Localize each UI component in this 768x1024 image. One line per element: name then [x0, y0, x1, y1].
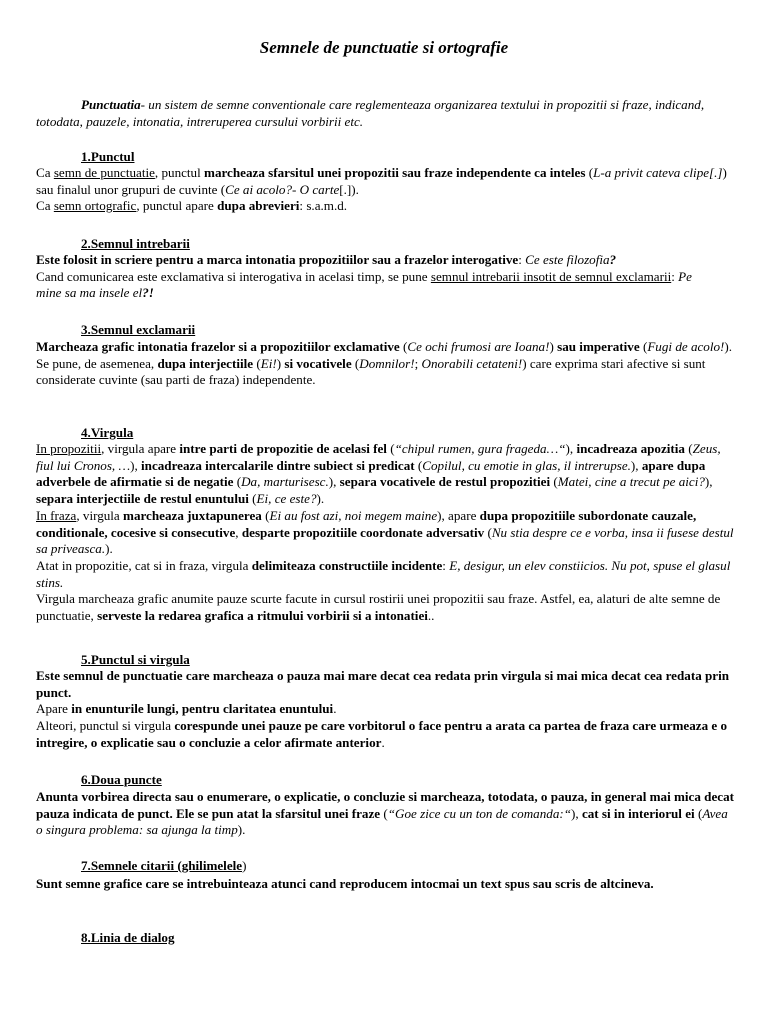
section-body-virgula	[36, 441, 736, 625]
paragraph	[36, 252, 736, 269]
text-run: semn ortografic	[53, 198, 137, 214]
text-run: [.]).	[339, 181, 359, 197]
text-run: Cand comunicarea este exclamativa si interogativa in acelasi timp, se pune	[36, 268, 431, 284]
paragraph	[36, 339, 736, 356]
section-heading-semnul-intrebarii: 2.Semnul intrebarii	[81, 236, 190, 251]
text-run: Atat in propozitie, cat si in fraza, virgula	[36, 557, 252, 573]
paragraph	[36, 789, 736, 839]
section-body-punctul	[36, 165, 736, 215]
text-run: Ca	[36, 198, 54, 214]
text-run: ).	[237, 822, 246, 838]
text-run: cat si in interiorul ei	[581, 805, 695, 821]
text-run: (	[351, 355, 360, 371]
paragraph	[36, 701, 736, 718]
paragraph	[36, 668, 736, 701]
text-run: ),	[630, 457, 642, 473]
section-heading-punctul: 1.Punctul	[81, 149, 135, 164]
text-run: Alteori, punctul si virgula	[36, 718, 175, 734]
text-run: ),	[565, 441, 577, 456]
text-run: apare dupa adverbele de afirmatie si de negatie	[36, 457, 706, 490]
text-run: semnul intrebarii insotit de semnul exclamarii	[430, 268, 672, 284]
text-run: Este semnul de punctuatie care marcheaza o pauza mai mare decat cea redata prin virgula si mai mica decat cea redata prin punct.	[36, 668, 730, 700]
paragraph	[36, 165, 736, 198]
text-run: Sunt semne grafice care se intrebuinteaza atunci cand reproducem intocmai un text spus sau scris de altcineva.	[36, 876, 654, 891]
text-run: Ce ochi frumosi are Ioana!	[407, 339, 550, 354]
text-run: :	[671, 268, 679, 284]
text-run: serveste la redarea grafica a ritmului vorbirii si a intonatiei	[97, 608, 428, 624]
text-run: (	[261, 507, 270, 523]
text-run: Ce este filozofia	[525, 252, 610, 267]
text-run: (	[585, 165, 594, 180]
text-run: si vocativele	[284, 355, 352, 371]
section-body-semnul-intrebarii	[36, 252, 736, 302]
paragraph	[36, 718, 736, 751]
text-run: Ei au fost azi, noi megem maine	[269, 507, 438, 523]
text-run: , virgula apare	[101, 441, 180, 456]
text-run: )	[276, 355, 285, 371]
intro-text: - un sistem de semne conventionale care reglementeaza organizarea textului in propozitii si fraze, indicand, totodata, pauzele, intonatia, intreruperea cursului vorbirii etc.	[36, 97, 705, 129]
text-run: desparte propozitiile coordonate adversativ	[241, 524, 485, 540]
text-run: .	[381, 734, 385, 750]
text-run: dupa propozitiile subordonate cauzale, conditionale, cocesive si consecutive	[36, 507, 697, 540]
section-body-punctul-si-virgula	[36, 668, 736, 752]
text-run: intre parti de propozitie de acelasi fel	[179, 441, 387, 456]
paragraph	[36, 591, 736, 624]
text-run: Pe mine sa ma insele el	[36, 268, 692, 301]
text-run: delimiteaza constructiile incidente	[251, 557, 443, 573]
text-run: In fraza	[36, 507, 77, 523]
text-run: dupa interjectiile	[157, 355, 254, 371]
text-run: E, desigur, un elev constiicios. Nu pot, spuse el glasul stins.	[36, 557, 731, 590]
text-run: Este folosit in scriere pentru a marca intonatia propozitiilor sau a frazelor interogative	[36, 252, 519, 267]
text-run: (	[694, 805, 703, 821]
text-run: (	[684, 441, 693, 456]
text-run: in enunturile lungi, pentru claritatea enuntului	[71, 701, 334, 717]
section-body-semnul-exclamarii	[36, 339, 736, 389]
paragraph	[36, 441, 736, 508]
text-run: ?!	[142, 285, 154, 301]
text-run: Anunta vorbirea directa sau o enumerare, o explicatie, o concluzie si marcheaza, totodata, o pauza, in general mai mica decat pauza indicata de punct. Ele se pun atat la sfarsitul unei fraze	[36, 789, 734, 821]
section-heading-doua-puncte: 6.Doua puncte	[81, 772, 162, 787]
text-run: Apare	[36, 701, 72, 717]
page-title: Semnele de punctuatie si ortografie	[259, 38, 509, 57]
text-run: (	[550, 474, 558, 490]
section-heading-virgula: 4.Virgula	[81, 425, 134, 440]
text-run: (	[233, 474, 242, 490]
section-body-doua-puncte	[36, 789, 736, 839]
section-body-semnele-citarii	[36, 876, 736, 893]
paragraph	[36, 876, 736, 893]
text-run: sau imperative	[557, 339, 640, 354]
text-run: , punctul	[154, 165, 205, 180]
text-run: Ei, ce este?	[256, 491, 317, 507]
text-run: )	[549, 339, 558, 354]
text-run: semn de punctuatie	[53, 165, 155, 180]
text-run: ) sau finalul unor grupuri de cuvinte (	[36, 165, 727, 197]
text-run: L-a privit cateva clipe[.]	[593, 165, 723, 180]
intro-paragraph	[36, 97, 736, 130]
text-run: incadreaza apozitia	[576, 441, 685, 456]
paragraph	[36, 508, 736, 558]
text-run: ),	[704, 474, 713, 490]
paragraph	[36, 356, 736, 389]
section-heading-semnele-citarii: 7.Semnele citarii (ghilimelele)	[81, 858, 247, 873]
text-run: ) care exprima stari afective si sunt considerate cuvinte (sau parti de fraza) independente.	[36, 355, 706, 388]
text-run: ,	[235, 524, 242, 540]
text-run: ..	[427, 608, 435, 624]
text-run: Se pune, de asemenea,	[36, 355, 158, 371]
text-run: ),	[130, 457, 142, 473]
text-run: Da, marturisesc.	[241, 474, 329, 490]
text-run: In propozitii	[36, 441, 102, 456]
text-run: Virgula marcheaza grafic anumite pauze scurte facute in cursul rostirii unei propozitii sau fraze. Astfel, ea, alaturi de alte semne de punctuatie,	[36, 591, 721, 624]
text-run: .	[333, 701, 337, 717]
text-run: ).	[724, 339, 733, 354]
text-run: ;	[414, 355, 422, 371]
paragraph	[36, 198, 736, 215]
intro-term: Punctuatia	[81, 97, 141, 112]
text-run: (	[386, 441, 395, 456]
text-run: Onorabili cetateni!	[421, 355, 523, 371]
text-run: ),	[328, 474, 340, 490]
text-run: (	[414, 457, 423, 473]
text-run: separa vocativele de restul propozitiei	[339, 474, 551, 490]
paragraph	[36, 558, 736, 591]
section-heading-semnul-exclamarii: 3.Semnul exclamarii	[81, 322, 196, 337]
text-run: Ei!	[260, 355, 277, 371]
text-run: Domnilor!	[359, 355, 415, 371]
text-run: corespunde unei pauze pe care vorbitorul o face pentru a arata ca partea de fraza care urmeaza e o intregire, o explicatie sau o concluzie a celor afirmate anterior	[36, 718, 728, 750]
text-run: ?	[609, 252, 617, 267]
text-run: (	[399, 339, 408, 354]
text-run: incadreaza intercalarile dintre subiect si predicat	[141, 457, 415, 473]
text-run: Fugi de acolo!	[647, 339, 725, 354]
text-run: marcheaza sfarsitul unei propozitii sau fraze independente ca inteles	[204, 165, 586, 180]
text-run: ).	[316, 491, 325, 507]
text-run: (	[248, 491, 257, 507]
text-run: (	[484, 524, 492, 540]
text-run: Ca	[36, 165, 54, 180]
text-run: Matei, cine a trecut pe aici?	[557, 474, 705, 490]
paragraph	[36, 269, 704, 302]
text-run: Zeus, fiul lui Cronos, …	[36, 441, 721, 473]
section-heading-linia-de-dialog: 8.Linia de dialog	[81, 930, 175, 945]
text-run: ),	[571, 805, 582, 821]
section-heading-punctul-si-virgula: 5.Punctul si virgula	[81, 652, 190, 667]
text-run: Ce ai acolo?- O carte	[225, 181, 340, 197]
text-run: “Goe zice cu un ton de comanda:“	[387, 805, 572, 821]
text-run: Copilul, cu emotie in glas, il intrerupse.	[422, 457, 631, 473]
text-run: :	[518, 252, 526, 267]
text-run: Avea o singura problema: sa ajunga la timp	[36, 805, 728, 838]
text-run: “chipul rumen, gura frageda…“	[394, 441, 566, 456]
text-run: (	[639, 339, 648, 354]
text-run: Nu stia despre ce e vorba, insa ii fusese destul sa priveasca.	[36, 524, 734, 557]
text-run: ), apare	[437, 507, 480, 523]
text-run: ).	[105, 541, 113, 557]
text-run: (	[253, 355, 261, 371]
text-run: : s.a.m.d.	[299, 198, 348, 214]
text-run: , virgula	[76, 507, 124, 523]
text-run: dupa abrevieri	[217, 198, 300, 214]
text-run: separa interjectiile de restul enuntului	[36, 491, 249, 507]
text-run: (	[380, 805, 388, 821]
text-run: :	[442, 557, 450, 573]
text-run: , punctul apare	[136, 198, 218, 214]
text-run: Marcheaza grafic intonatia frazelor si a propozitiilor exclamative	[36, 339, 400, 354]
text-run: marcheaza juxtapunerea	[123, 507, 262, 523]
